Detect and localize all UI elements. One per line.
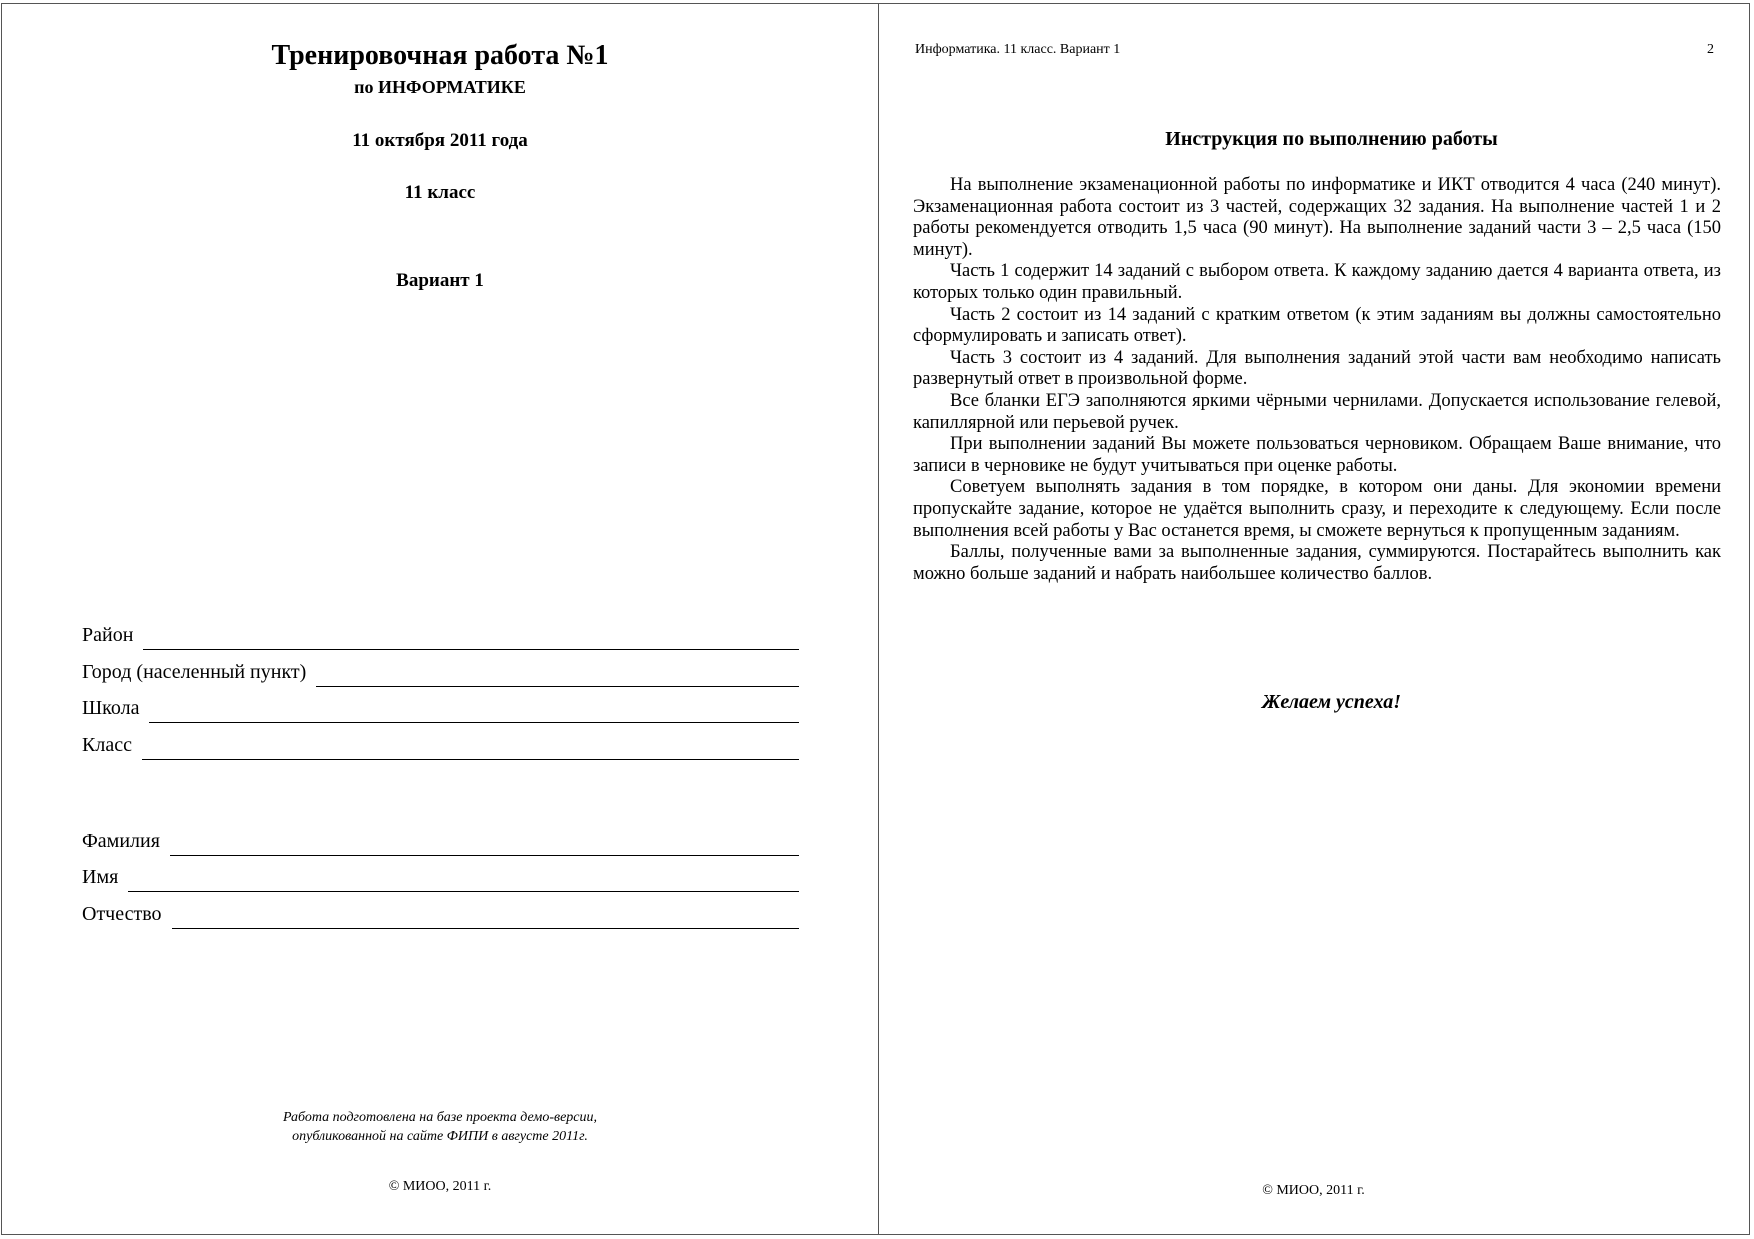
title-page <box>2 4 879 1234</box>
document-title: Тренировочная работа №1 <box>271 40 609 71</box>
good-luck-wish: Желаем успеха! <box>1261 691 1402 713</box>
document-variant: Вариант 1 <box>396 270 484 291</box>
class-input-line[interactable] <box>142 737 799 760</box>
copyright-right: © МИОО, 2011 г. <box>1262 1183 1365 1198</box>
running-head: Информатика. 11 класс. Вариант 1 <box>915 42 1121 57</box>
name-field <box>82 863 799 889</box>
district-label: Район <box>82 624 134 646</box>
instructions-paragraph: Часть 2 состоит из 14 заданий с кратким ответом (к этим заданиям вы должны самостоятельно сформулировать и записать ответ). <box>913 304 1721 347</box>
patronymic-field <box>82 900 799 926</box>
patronymic-label: Отчество <box>82 903 162 925</box>
school-input-line[interactable] <box>149 700 799 723</box>
surname-field <box>82 827 799 853</box>
page-number: 2 <box>1707 42 1714 57</box>
school-field <box>82 694 799 720</box>
instructions-paragraph: На выполнение экзаменационной работы по информатике и ИКТ отводится 4 часа (240 минут). Экзаменационная работа состоит из 3 частей, содержащих 32 задания. На выполнение частей 1 и 2 работы рекомендуется отводить 1,5 часа (90 минут). На выполнение заданий части 3 – 2,5 часа (150 минут). <box>913 175 1721 260</box>
school-label: Школа <box>82 697 140 719</box>
instructions-paragraph: Баллы, полученные вами за выполненные задания, суммируются. Постарайтесь выполнить как можно больше заданий и набрать наибольшее количество баллов. <box>913 542 1721 584</box>
copyright-left: © МИОО, 2011 г. <box>388 1179 492 1194</box>
document-grade: 11 класс <box>404 182 476 203</box>
city-input-line[interactable] <box>316 664 799 687</box>
name-label: Имя <box>82 866 119 888</box>
surname-input-line[interactable] <box>170 833 799 856</box>
instructions-body <box>913 175 1721 585</box>
instructions-heading: Инструкция по выполнению работы <box>1165 128 1498 150</box>
patronymic-input-line[interactable] <box>172 906 799 929</box>
city-field <box>82 658 799 684</box>
name-input-line[interactable] <box>128 869 799 892</box>
instructions-paragraph: При выполнении заданий Вы можете пользоваться черновиком. Обращаем Ваше внимание, что записи в черновике не будут учитываться при оценке работы. <box>913 434 1721 476</box>
district-field <box>82 621 799 647</box>
source-note-line-2: опубликованной на сайте ФИПИ в августе 2011г. <box>292 1129 588 1144</box>
city-label: Город (населенный пункт) <box>82 661 307 683</box>
document-date: 11 октября 2011 года <box>352 130 528 151</box>
instructions-paragraph: Советуем выполнять задания в том порядке, в котором они даны. Для экономии времени пропускайте задание, которое не удаётся выполнить сразу, и переходите к следующему. Если после выполнения всей работы у Вас останется время, ы сможете вернуться к пропущенным заданиям. <box>913 477 1721 541</box>
instructions-paragraph: Часть 1 содержит 14 заданий с выбором ответа. К каждому заданию дается 4 варианта ответа, из которых только один правильный. <box>913 261 1721 303</box>
document-spread <box>1 3 1750 1235</box>
instructions-page <box>878 4 1749 1234</box>
class-label: Класс <box>82 734 132 756</box>
surname-label: Фамилия <box>82 830 160 852</box>
source-note <box>2 1108 878 1146</box>
source-note-line-1: Работа подготовлена на базе проекта демо-версии, <box>282 1110 598 1125</box>
instructions-paragraph: Часть 3 состоит из 4 заданий. Для выполнения заданий этой части вам необходимо написать развернутый ответ в произвольной форме. <box>913 347 1721 390</box>
instructions-paragraph: Все бланки ЕГЭ заполняются яркими чёрными чернилами. Допускается использование гелевой, капиллярной или перьевой ручек. <box>913 390 1721 433</box>
district-input-line[interactable] <box>143 627 799 650</box>
class-field <box>82 731 799 757</box>
document-subject: по ИНФОРМАТИКЕ <box>354 77 526 97</box>
